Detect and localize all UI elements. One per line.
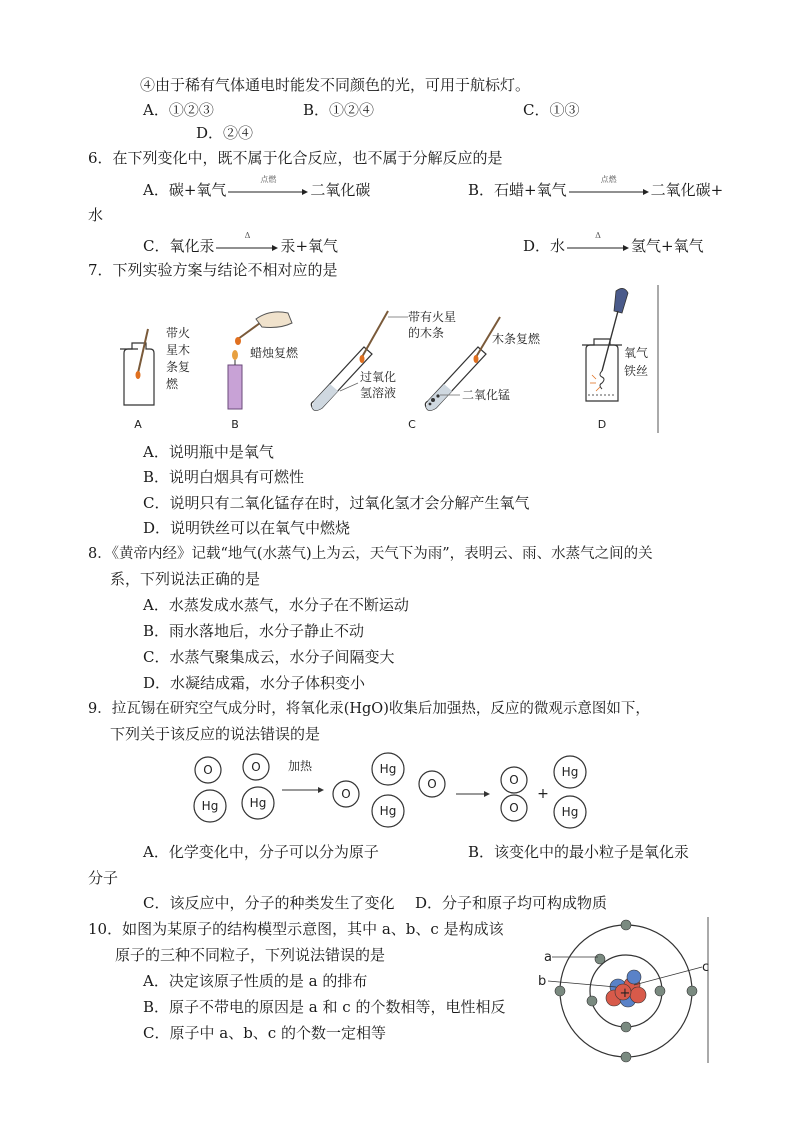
- q6-option-b: [468, 175, 724, 200]
- atom-hg: Hg: [561, 805, 579, 819]
- fig-c-text-left-1: 过氧化: [360, 370, 397, 384]
- jar-d-icon: [582, 288, 628, 401]
- q9-option-b-wrap: 分子: [88, 869, 119, 887]
- q8-option-b: B．雨水落地后，水分子静止不动: [143, 622, 365, 640]
- q6-option-a: [143, 175, 371, 200]
- atom-o: O: [509, 773, 519, 787]
- q8-stem-line-1: 8．《黄帝内经》记载“地气(水蒸气)上为云，天气下为雨”，表明云、雨、水蒸气之间的关: [88, 546, 653, 562]
- fig-c-text-left-2: 氢溶液: [360, 386, 397, 400]
- atom-hg: Hg: [561, 765, 579, 779]
- reaction-arrow-icon: [216, 231, 278, 254]
- q6-a-reactants: A．碳+氧气: [143, 181, 227, 199]
- atom-hg: Hg: [379, 804, 397, 818]
- fig-label-b: B: [231, 418, 239, 431]
- atom-o: O: [341, 787, 351, 801]
- q9-micro-reaction-figure: [188, 750, 608, 834]
- q9-stem-line-1: 9．拉瓦锡在研究空气成分时，将氧化汞(HgO)收集后加强热，反应的微观示意图如下，: [88, 701, 650, 717]
- q9-stem-line-2: 下列关于该反应的说法错误的是: [110, 725, 321, 743]
- q6-option-b-wrap: 水: [88, 206, 104, 224]
- q8-option-d: D．水凝结成霜，水分子体积变小: [143, 674, 366, 692]
- reaction-condition: Δ: [595, 231, 601, 240]
- q7-option-d: D．说明铁丝可以在氧气中燃烧: [143, 519, 351, 537]
- atom-o: O: [251, 760, 261, 774]
- atom-hg: Hg: [201, 799, 219, 813]
- atom-hg: Hg: [379, 762, 397, 776]
- q8-option-a: A．水蒸发成水蒸气，水分子在不断运动: [143, 596, 409, 614]
- fig-b-text: 蜡烛复燃: [250, 346, 299, 360]
- q9-option-c: C．该反应中，分子的种类发生了变化: [143, 894, 395, 912]
- fig-a-text-4: 燃: [166, 377, 179, 391]
- q6-d-reactants: D．水: [523, 237, 566, 255]
- fig-c-text-top-2: 的木条: [408, 326, 445, 340]
- q10-option-a: A．决定该原子性质的是 a 的排布: [143, 972, 368, 990]
- q5-option-a: A．①②③: [143, 101, 214, 119]
- bottle-a-icon: [120, 329, 154, 405]
- fig-d-text-wire: 铁丝: [624, 364, 649, 378]
- q6-option-c: [143, 231, 339, 256]
- arrow-icon: [456, 791, 490, 797]
- fig-label-d: D: [597, 418, 607, 431]
- q5-option-c: C．①③: [523, 101, 580, 119]
- atom-o: O: [203, 763, 213, 777]
- atom-o: O: [509, 801, 519, 815]
- fig-a-text-1: 带火: [166, 326, 191, 340]
- q6-c-products: 汞+氧气: [280, 237, 339, 255]
- q6-d-products: 氢气+氧气: [631, 237, 704, 255]
- q10-stem-line-2: 原子的三种不同粒子，下列说法错误的是: [115, 946, 386, 964]
- q7-stem: 7．下列实验方案与结论不相对应的是: [88, 261, 338, 279]
- proton-plus: +: [619, 986, 631, 1001]
- q7-option-b: B．说明白烟具有可燃性: [143, 468, 305, 486]
- label-a: a: [544, 950, 552, 965]
- arrow-icon: [282, 787, 324, 793]
- q6-stem: 6．在下列变化中，既不属于化合反应，也不属于分解反应的是: [88, 149, 503, 167]
- q6-c-reactants: C．氧化汞: [143, 237, 215, 255]
- q9-option-b: B．该变化中的最小粒子是氧化汞: [468, 843, 690, 861]
- q10-atom-model-figure: [530, 915, 714, 1065]
- q6-option-d: [523, 231, 704, 256]
- q7-experiment-figure: [110, 283, 660, 435]
- q9-option-a: A．化学变化中，分子可以分为原子: [143, 843, 379, 861]
- reaction-condition: Δ: [244, 231, 251, 240]
- q7-option-a: A．说明瓶中是氧气: [143, 443, 274, 461]
- fig-c-text-right-top: 木条复燃: [492, 332, 541, 346]
- heat-label: 加热: [287, 759, 313, 773]
- q6-b-products: 二氧化碳+: [650, 181, 724, 199]
- fig-c-text-top-1: 带有火星: [408, 310, 457, 324]
- reaction-arrow-icon: [567, 231, 629, 254]
- reaction-condition: 点燃: [260, 175, 277, 184]
- q5-option-d: D．②④: [196, 124, 254, 142]
- fig-a-text-2: 星木: [166, 343, 191, 357]
- q10-option-b: B．原子不带电的原因是 a 和 c 的个数相等，电性相反: [143, 998, 506, 1016]
- label-b: b: [538, 974, 547, 989]
- atom-hg: Hg: [249, 796, 267, 810]
- q6-b-reactants: B．石蜡+氧气: [468, 181, 567, 199]
- label-c: c: [702, 960, 710, 975]
- reaction-condition: 点燃: [600, 175, 617, 184]
- q8-stem-line-2: 系，下列说法正确的是: [110, 570, 261, 588]
- plus-sign: +: [537, 786, 549, 802]
- reaction-arrow-icon: [569, 175, 649, 198]
- q10-stem-line-1: 10．如图为某原子的结构模型示意图，其中 a、b、c 是构成该: [88, 920, 504, 938]
- fig-label-a: A: [134, 418, 142, 431]
- q8-option-c: C．水蒸气聚集成云，水分子间隔变大: [143, 648, 395, 666]
- atom-o: O: [427, 777, 437, 791]
- fig-c-text-right: 二氧化锰: [462, 388, 511, 402]
- q5-option-b: B．①②④: [303, 101, 375, 119]
- q9-option-d: D．分子和原子均可构成物质: [415, 894, 608, 912]
- q5-statement-4: ④由于稀有气体通电时能发不同颜色的光，可用于航标灯。: [140, 76, 531, 94]
- candle-b-icon: [228, 312, 292, 409]
- reaction-arrow-icon: [228, 175, 308, 198]
- fig-d-text-oxygen: 氧气: [624, 346, 649, 360]
- q6-a-products: 二氧化碳: [310, 181, 371, 199]
- q10-option-c: C．原子中 a、b、c 的个数一定相等: [143, 1024, 386, 1042]
- fig-a-text-3: 条复: [166, 360, 191, 374]
- q7-option-c: C．说明只有二氧化锰存在时，过氧化氢才会分解产生氧气: [143, 494, 530, 512]
- fig-label-c: C: [408, 418, 416, 431]
